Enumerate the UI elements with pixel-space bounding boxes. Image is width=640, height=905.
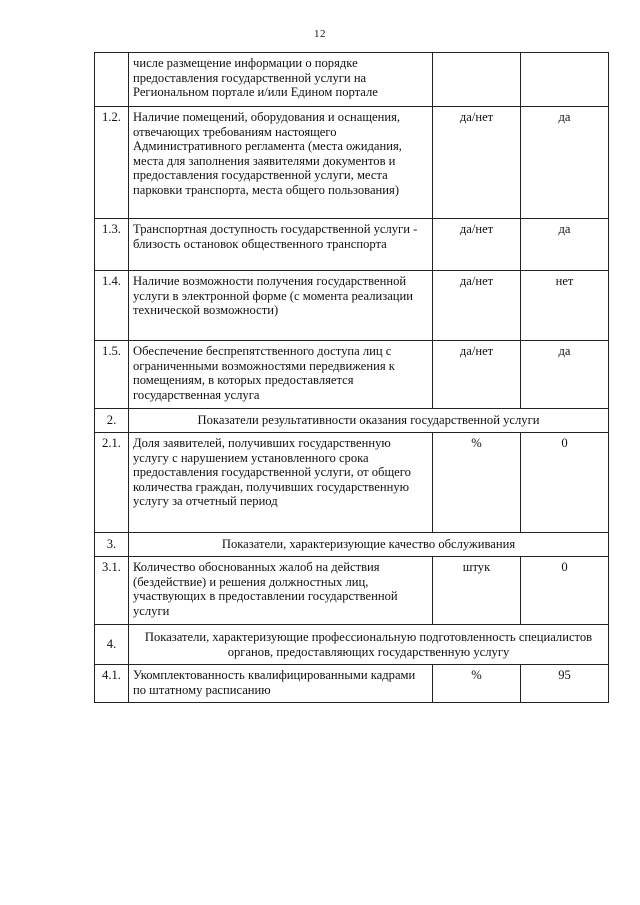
indicator-name: Укомплектованность квалифицированными кадрами по штатному расписанию (129, 665, 433, 703)
indicator-name: Количество обоснованных жалоб на действия (бездействие) и решения должностных лиц, участвующих в предоставлении государственной услуги (129, 557, 433, 625)
row-number: 3.1. (95, 557, 129, 625)
indicator-name: Наличие возможности получения государственной услуги в электронной форме (с момента реализации технической возможности) (129, 271, 433, 341)
table-row (95, 271, 609, 341)
row-number: 1.2. (95, 107, 129, 219)
indicator-unit: да/нет (433, 107, 521, 219)
section-row (95, 409, 609, 433)
indicator-value: 95 (521, 665, 609, 703)
indicator-value: да (521, 341, 609, 409)
indicator-name: числе размещение информации о порядке предоставления государственной услуги на Региональном портале и/или Едином портале (129, 53, 433, 107)
table-row (95, 341, 609, 409)
indicator-name: Наличие помещений, оборудования и оснащения, отвечающих требованиям настоящего Административного регламента (места ожидания, места для заполнения заявителями документов и предоставления государственной услуги, места парковки транспорта, места общего пользования) (129, 107, 433, 219)
section-title: Показатели, характеризующие профессиональную подготовленность специалистов органов, предоставляющих государственную услугу (129, 625, 609, 665)
row-number: 1.3. (95, 219, 129, 271)
section-number: 3. (95, 533, 129, 557)
indicator-name: Доля заявителей, получивших государственную услугу с нарушением установленного срока предоставления государственной услуги, от общего количества граждан, получивших государственную услугу за отчетный период (129, 433, 433, 533)
row-number (95, 53, 129, 107)
page-number: 12 (314, 28, 326, 40)
row-number: 4.1. (95, 665, 129, 703)
section-row (95, 625, 609, 665)
table-row (95, 557, 609, 625)
section-title: Показатели, характеризующие качество обслуживания (129, 533, 609, 557)
indicator-unit: да/нет (433, 219, 521, 271)
row-number: 1.4. (95, 271, 129, 341)
indicator-unit (433, 53, 521, 107)
row-number: 1.5. (95, 341, 129, 409)
indicator-unit: % (433, 665, 521, 703)
indicator-name: Обеспечение беспрепятственного доступа лиц с ограниченными возможностями передвижения к помещениям, в которых предоставляется государственная услуга (129, 341, 433, 409)
indicator-value (521, 53, 609, 107)
section-title: Показатели результативности оказания государственной услуги (129, 409, 609, 433)
indicators-table (94, 52, 609, 703)
section-number: 2. (95, 409, 129, 433)
section-number: 4. (95, 625, 129, 665)
indicator-unit: % (433, 433, 521, 533)
indicator-unit: да/нет (433, 341, 521, 409)
table-row (95, 53, 609, 107)
indicator-unit: штук (433, 557, 521, 625)
table-row (95, 433, 609, 533)
indicator-value: нет (521, 271, 609, 341)
indicator-value: 0 (521, 433, 609, 533)
table-row (95, 665, 609, 703)
indicator-unit: да/нет (433, 271, 521, 341)
table-row (95, 107, 609, 219)
indicator-name: Транспортная доступность государственной услуги - близость остановок общественного транспорта (129, 219, 433, 271)
table-row (95, 219, 609, 271)
section-row (95, 533, 609, 557)
indicator-value: 0 (521, 557, 609, 625)
row-number: 2.1. (95, 433, 129, 533)
indicator-value: да (521, 219, 609, 271)
indicator-value: да (521, 107, 609, 219)
